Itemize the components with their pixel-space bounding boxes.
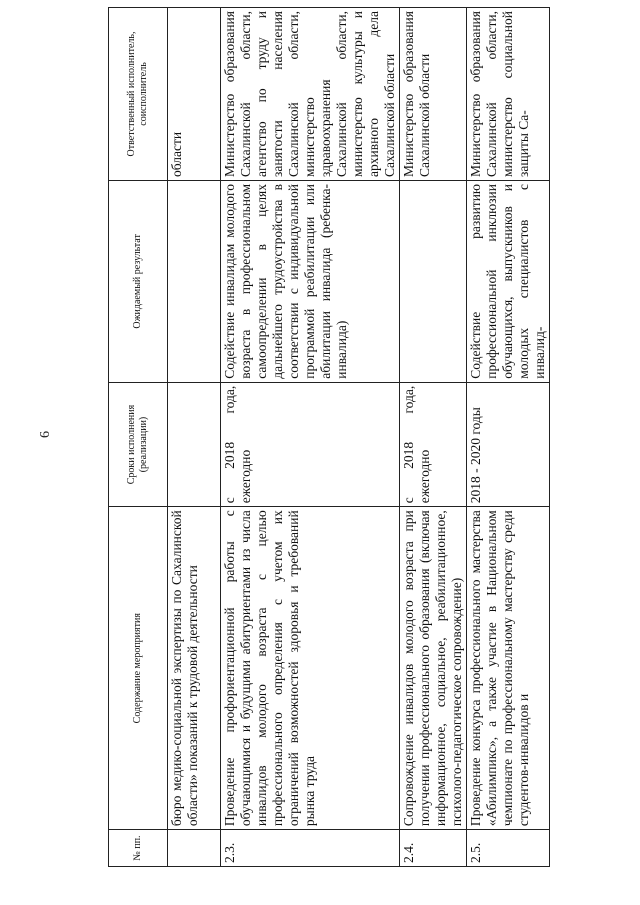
table-row: [467, 8, 550, 867]
row-number: 2.4.: [400, 830, 467, 867]
row-number: 2.5.: [467, 830, 550, 867]
table-row: [400, 8, 467, 867]
row-result: Содействие инвалидам молодого возраста в профессиональном самоопределении в целях дальнейшего трудоустройства в соответствии с индивидуальной программой реабилитации или абилитации инвалида (ребенка-инвалида): [221, 180, 400, 382]
row-result: Содействие развитию профессиональной инклюзии обучающихся, выпускников и молодых специалистов с инвалид-: [467, 180, 550, 382]
row-responsible: Министерство образования Сахалинской области, министерство социальной защиты Са-: [467, 8, 550, 181]
table-header-row: [109, 8, 168, 867]
page-number: 6: [38, 431, 53, 438]
row-deadline: [168, 382, 221, 507]
row-content: Сопровождение инвалидов молодого возраста при получении профессионального образования (включая информационное, социальное, реабилитационное, психолого-педагогическое сопровождение): [400, 507, 467, 830]
row-content: бюро медико-социальной экспертизы по Сахалинской области» показаний к трудовой деятельности: [168, 507, 221, 830]
table-row: [221, 8, 400, 867]
row-content: Проведение профориентационной работы с обучающимися и будущими абитуриентами из числа инвалидов молодого возраста с целью профессионального определения с учетом их ограничений возможностей здоровья и требований рынка труда: [221, 507, 400, 830]
header-responsible: Ответственный исполнитель, соисполнитель: [109, 8, 168, 181]
table-row: [168, 8, 221, 867]
row-result: [168, 180, 221, 382]
header-deadline: Сроки исполнения (реализации): [109, 382, 168, 507]
row-deadline: с 2018 года, ежегодно: [400, 382, 467, 507]
row-number: [168, 830, 221, 867]
row-deadline: с 2018 года, ежегодно: [221, 382, 400, 507]
row-responsible: Министерство образования Сахалинской области, агентство по труду и занятости населения Сахалинской области, министерство здравоохранения Сахалинской области, министерство культуры и архивного дела Сахалинской области: [221, 8, 400, 181]
row-content: Проведение конкурса профессионального мастерства «Абилимпикс», а также участие в Национальном чемпионате по профессиональному мастерству среди студентов-инвалидов и: [467, 507, 550, 830]
activities-table: [108, 7, 550, 867]
rotated-page-content: [108, 7, 550, 867]
row-result: [400, 180, 467, 382]
row-deadline: 2018 - 2020 годы: [467, 382, 550, 507]
header-content: Содержание мероприятия: [109, 507, 168, 830]
row-responsible: области: [168, 8, 221, 181]
header-number: № пп.: [109, 830, 168, 867]
header-result: Ожидаемый результат: [109, 180, 168, 382]
row-responsible: Министерство образования Сахалинской области: [400, 8, 467, 181]
row-number: 2.3.: [221, 830, 400, 867]
